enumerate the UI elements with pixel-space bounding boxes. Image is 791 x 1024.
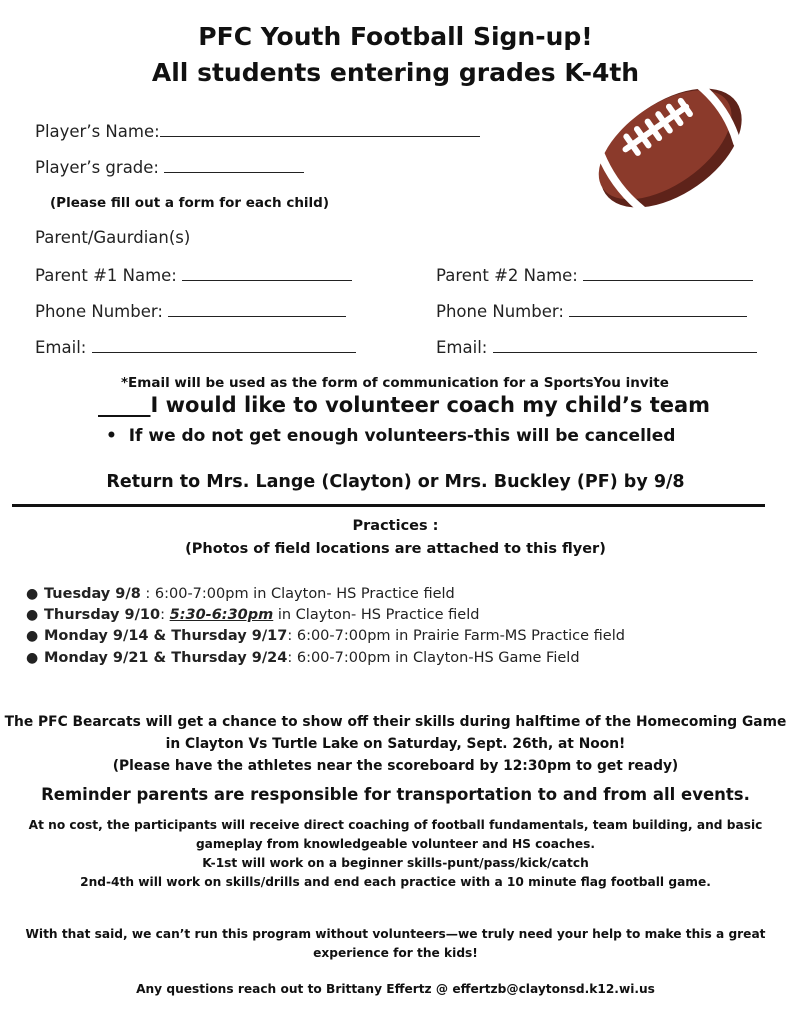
bullet-icon: ● (26, 628, 39, 644)
email-note: *Email will be used as the form of communication for a SportsYou invite (121, 375, 669, 391)
volunteer-bullet-text: If we do not get enough volunteers-this will be cancelled (128, 426, 676, 446)
player-grade-line[interactable] (164, 156, 304, 173)
practices-heading: Practices : (352, 518, 439, 534)
bullet-icon: ● (26, 586, 39, 602)
parent1-name-field[interactable] (35, 264, 352, 285)
parent1-phone-line[interactable] (168, 300, 346, 317)
parent2-email-label: Email: (436, 338, 488, 357)
parent2-email-field[interactable] (436, 336, 757, 357)
details-line1: At no cost, the participants will receive direct coaching of football fundamentals, team building, and basic (28, 818, 763, 832)
parent2-name-line[interactable] (583, 264, 753, 281)
practice-item: ● Tuesday 9/8 : 6:00-7:00pm in Clayton- HS Practice field (26, 586, 455, 602)
player-name-label: Player’s Name: (35, 122, 160, 141)
closing-line2: experience for the kids! (313, 946, 478, 960)
player-grade-field[interactable] (35, 156, 304, 177)
practice-time-highlight: 5:30-6:30pm (169, 607, 274, 623)
parent2-phone-field[interactable] (436, 300, 747, 321)
bullet-icon: ● (26, 607, 39, 623)
page-subtitle: All students entering grades K-4th (151, 58, 640, 87)
return-instructions: Return to Mrs. Lange (Clayton) or Mrs. Buckley (PF) by 9/8 (106, 472, 685, 492)
parent1-name-label: Parent #1 Name: (35, 266, 177, 285)
practice-item: ● Monday 9/21 & Thursday 9/24: 6:00-7:00pm in Clayton-HS Game Field (26, 650, 580, 666)
homecoming-line2: in Clayton Vs Turtle Lake on Saturday, Sept. 26th, at Noon! (165, 736, 626, 752)
parent1-email-field[interactable] (35, 336, 356, 357)
parent1-email-label: Email: (35, 338, 87, 357)
parent1-phone-field[interactable] (35, 300, 346, 321)
bullet-icon: • (106, 426, 117, 446)
practices-subheading: (Photos of field locations are attached to this flyer) (185, 541, 606, 557)
parent2-email-line[interactable] (493, 336, 757, 353)
volunteer-line[interactable] (98, 393, 710, 417)
contact-info: Any questions reach out to Brittany Effertz @ effertzb@claytonsd.k12.wi.us (136, 982, 655, 996)
parent2-phone-line[interactable] (569, 300, 747, 317)
volunteer-text: I would like to volunteer coach my child’s team (150, 393, 711, 417)
parent1-email-line[interactable] (92, 336, 356, 353)
page-title: PFC Youth Football Sign-up! (198, 22, 593, 51)
form-note: (Please fill out a form for each child) (50, 195, 330, 211)
parent1-name-line[interactable] (182, 264, 352, 281)
practice-item: ● Monday 9/14 & Thursday 9/17: 6:00-7:00pm in Prairie Farm-MS Practice field (26, 628, 625, 644)
football-icon (588, 78, 754, 218)
player-name-field[interactable] (35, 120, 480, 141)
details-line3: K-1st will work on a beginner skills-punt/pass/kick/catch (202, 856, 589, 870)
closing-line1: With that said, we can’t run this program without volunteers—we truly need your help to make this a great (25, 927, 766, 941)
reminder-text: Reminder parents are responsible for transportation to and from all events. (41, 785, 750, 804)
parents-section-label: Parent/Gaurdian(s) (35, 228, 191, 247)
player-grade-label: Player’s grade: (35, 158, 159, 177)
parent2-name-label: Parent #2 Name: (436, 266, 578, 285)
parent1-phone-label: Phone Number: (35, 302, 163, 321)
section-divider (12, 504, 765, 507)
volunteer-blank[interactable]: _____ (98, 393, 151, 417)
parent2-name-field[interactable] (436, 264, 753, 285)
details-line2: gameplay from knowledgeable volunteer and HS coaches. (195, 837, 596, 851)
bullet-icon: ● (26, 650, 39, 666)
homecoming-line1: The PFC Bearcats will get a chance to show off their skills during halftime of the Homecoming Game (4, 714, 787, 730)
details-line4: 2nd-4th will work on skills/drills and end each practice with a 10 minute flag football game. (80, 875, 711, 889)
parent2-phone-label: Phone Number: (436, 302, 564, 321)
player-name-line[interactable] (160, 120, 480, 137)
homecoming-line3: (Please have the athletes near the scoreboard by 12:30pm to get ready) (112, 758, 679, 774)
practice-item: ● Thursday 9/10: 5:30-6:30pm in Clayton- HS Practice field (26, 607, 480, 623)
volunteer-bullet (106, 426, 675, 446)
